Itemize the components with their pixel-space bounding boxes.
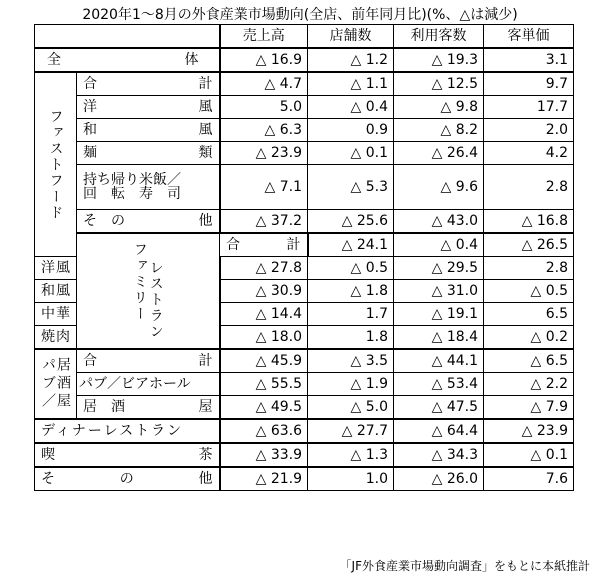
cell-value: 5.0 bbox=[220, 96, 308, 119]
header-row bbox=[35, 25, 574, 49]
row-label: パブ／ビアホール bbox=[77, 373, 220, 396]
cell-value: △ 47.5 bbox=[394, 396, 484, 420]
cell-value: △ 27.8 bbox=[220, 257, 308, 280]
cell-value: △ 31.0 bbox=[394, 280, 484, 303]
cell-value: 0.9 bbox=[308, 119, 394, 142]
header-customers: 利用客数 bbox=[394, 25, 484, 49]
cell-value: △ 9.8 bbox=[394, 96, 484, 119]
cell-value: △ 30.9 bbox=[220, 280, 308, 303]
cell-value: △ 2.2 bbox=[484, 373, 574, 396]
table-row bbox=[35, 210, 574, 234]
cell-value: 2.8 bbox=[484, 257, 574, 280]
cell-value: △ 8.2 bbox=[394, 119, 484, 142]
cell-value: 7.6 bbox=[484, 467, 574, 491]
cell-value: 1.8 bbox=[308, 326, 394, 350]
table-row bbox=[35, 373, 574, 396]
cell-value: △ 49.5 bbox=[220, 396, 308, 420]
cell-value: △ 24.1 bbox=[308, 233, 394, 257]
table-row bbox=[35, 96, 574, 119]
table-row bbox=[35, 119, 574, 142]
source-note: 「JF外食産業市場動向調査」をもとに本紙推計 bbox=[339, 559, 590, 573]
cell-value: △ 1.3 bbox=[308, 443, 394, 467]
table-row bbox=[35, 419, 574, 443]
header-sales: 売上高 bbox=[220, 25, 308, 49]
cell-value: △ 18.4 bbox=[394, 326, 484, 350]
cell-value: △ 6.3 bbox=[220, 119, 308, 142]
table-row bbox=[35, 72, 574, 96]
row-label: 居 酒 屋 bbox=[77, 396, 220, 420]
cell-value: △ 43.0 bbox=[394, 210, 484, 234]
row-label: そ の 他 bbox=[77, 210, 220, 234]
row-label: 和 風 bbox=[35, 280, 77, 303]
group-label-fastfood: ファストフード bbox=[35, 72, 77, 257]
cell-value: △ 29.5 bbox=[394, 257, 484, 280]
cell-value: △ 25.6 bbox=[308, 210, 394, 234]
market-trend-table bbox=[34, 24, 574, 491]
row-label: 合 計 bbox=[77, 72, 220, 96]
cell-value: △ 0.4 bbox=[394, 233, 484, 257]
cell-value: △ 1.9 bbox=[308, 373, 394, 396]
cell-value: △ 45.9 bbox=[220, 349, 308, 373]
cell-value: △ 0.5 bbox=[484, 280, 574, 303]
cell-value: 3.1 bbox=[484, 48, 574, 72]
row-label: 洋 風 bbox=[35, 257, 77, 280]
table-row bbox=[35, 165, 574, 210]
cell-value: △ 19.3 bbox=[394, 48, 484, 72]
cell-value: 9.7 bbox=[484, 72, 574, 96]
cell-value: △ 26.5 bbox=[484, 233, 574, 257]
row-label: 焼 肉 bbox=[35, 326, 77, 350]
cell-value: △ 34.3 bbox=[394, 443, 484, 467]
row-label-dinner: ディナーレストラン bbox=[35, 419, 220, 443]
cell-value: △ 64.4 bbox=[394, 419, 484, 443]
cell-value: △ 0.4 bbox=[308, 96, 394, 119]
cell-value: △ 14.4 bbox=[220, 303, 308, 326]
row-label: 持ち帰り米飯／ 回 転 寿 司 bbox=[77, 165, 220, 210]
table-row bbox=[35, 142, 574, 165]
cell-value: △ 33.9 bbox=[220, 443, 308, 467]
cell-value: △ 6.5 bbox=[484, 349, 574, 373]
cell-value: △ 63.6 bbox=[220, 419, 308, 443]
cell-value: △ 9.6 bbox=[394, 165, 484, 210]
cell-value: △ 1.2 bbox=[308, 48, 394, 72]
row-label: 中 華 bbox=[35, 303, 77, 326]
cell-value: 2.0 bbox=[484, 119, 574, 142]
row-label-other: そ の 他 bbox=[35, 467, 220, 491]
cell-value: 4.2 bbox=[484, 142, 574, 165]
cell-value: △ 5.0 bbox=[308, 396, 394, 420]
row-label: 和 風 bbox=[77, 119, 220, 142]
cell-value: 6.5 bbox=[484, 303, 574, 326]
cell-value: 17.7 bbox=[484, 96, 574, 119]
cell-value: △ 0.1 bbox=[308, 142, 394, 165]
cell-value: △ 5.3 bbox=[308, 165, 394, 210]
cell-value: △ 0.5 bbox=[308, 257, 394, 280]
cell-value: 2.8 bbox=[484, 165, 574, 210]
table-row bbox=[35, 467, 574, 491]
table-row-total bbox=[35, 48, 574, 72]
header-stores: 店舗数 bbox=[308, 25, 394, 49]
row-label: 合 計 bbox=[220, 233, 308, 257]
group-label-family: ファミリー レストラン bbox=[77, 233, 220, 349]
table-row bbox=[35, 396, 574, 420]
table-row bbox=[35, 443, 574, 467]
row-label: 麺 類 bbox=[77, 142, 220, 165]
cell-value: △ 37.2 bbox=[220, 210, 308, 234]
cell-value: 1.7 bbox=[308, 303, 394, 326]
row-label-total: 全 体 bbox=[35, 48, 220, 72]
cell-value: △ 1.1 bbox=[308, 72, 394, 96]
cell-value: △ 0.1 bbox=[484, 443, 574, 467]
cell-value: △ 27.7 bbox=[308, 419, 394, 443]
header-blank bbox=[35, 25, 220, 49]
cell-value: △ 3.5 bbox=[308, 349, 394, 373]
cell-value: 1.0 bbox=[308, 467, 394, 491]
cell-value: △ 7.9 bbox=[484, 396, 574, 420]
cell-value: △ 55.5 bbox=[220, 373, 308, 396]
cell-value: △ 19.1 bbox=[394, 303, 484, 326]
row-label-cafe: 喫 茶 bbox=[35, 443, 220, 467]
cell-value: △ 21.9 bbox=[220, 467, 308, 491]
cell-value: △ 44.1 bbox=[394, 349, 484, 373]
cell-value: △ 12.5 bbox=[394, 72, 484, 96]
cell-value: △ 23.9 bbox=[484, 419, 574, 443]
cell-value: △ 4.7 bbox=[220, 72, 308, 96]
row-label: 洋 風 bbox=[77, 96, 220, 119]
cell-value: △ 23.9 bbox=[220, 142, 308, 165]
header-unit-price: 客単価 bbox=[484, 25, 574, 49]
cell-value: △ 16.9 bbox=[220, 48, 308, 72]
table-title: 2020年1～8月の外食産業市場動向(全店、前年同月比)(%、△は減少) bbox=[82, 7, 518, 23]
cell-value: △ 7.1 bbox=[220, 165, 308, 210]
cell-value: △ 26.0 bbox=[394, 467, 484, 491]
cell-value: △ 18.0 bbox=[220, 326, 308, 350]
cell-value: △ 16.8 bbox=[484, 210, 574, 234]
row-label: 合 計 bbox=[77, 349, 220, 373]
cell-value: △ 53.4 bbox=[394, 373, 484, 396]
cell-value: △ 1.8 bbox=[308, 280, 394, 303]
group-label-pub: パブ／ 居酒屋 bbox=[35, 349, 77, 419]
table-row bbox=[35, 233, 574, 257]
table-row bbox=[35, 349, 574, 373]
cell-value: △ 0.2 bbox=[484, 326, 574, 350]
cell-value: △ 26.4 bbox=[394, 142, 484, 165]
